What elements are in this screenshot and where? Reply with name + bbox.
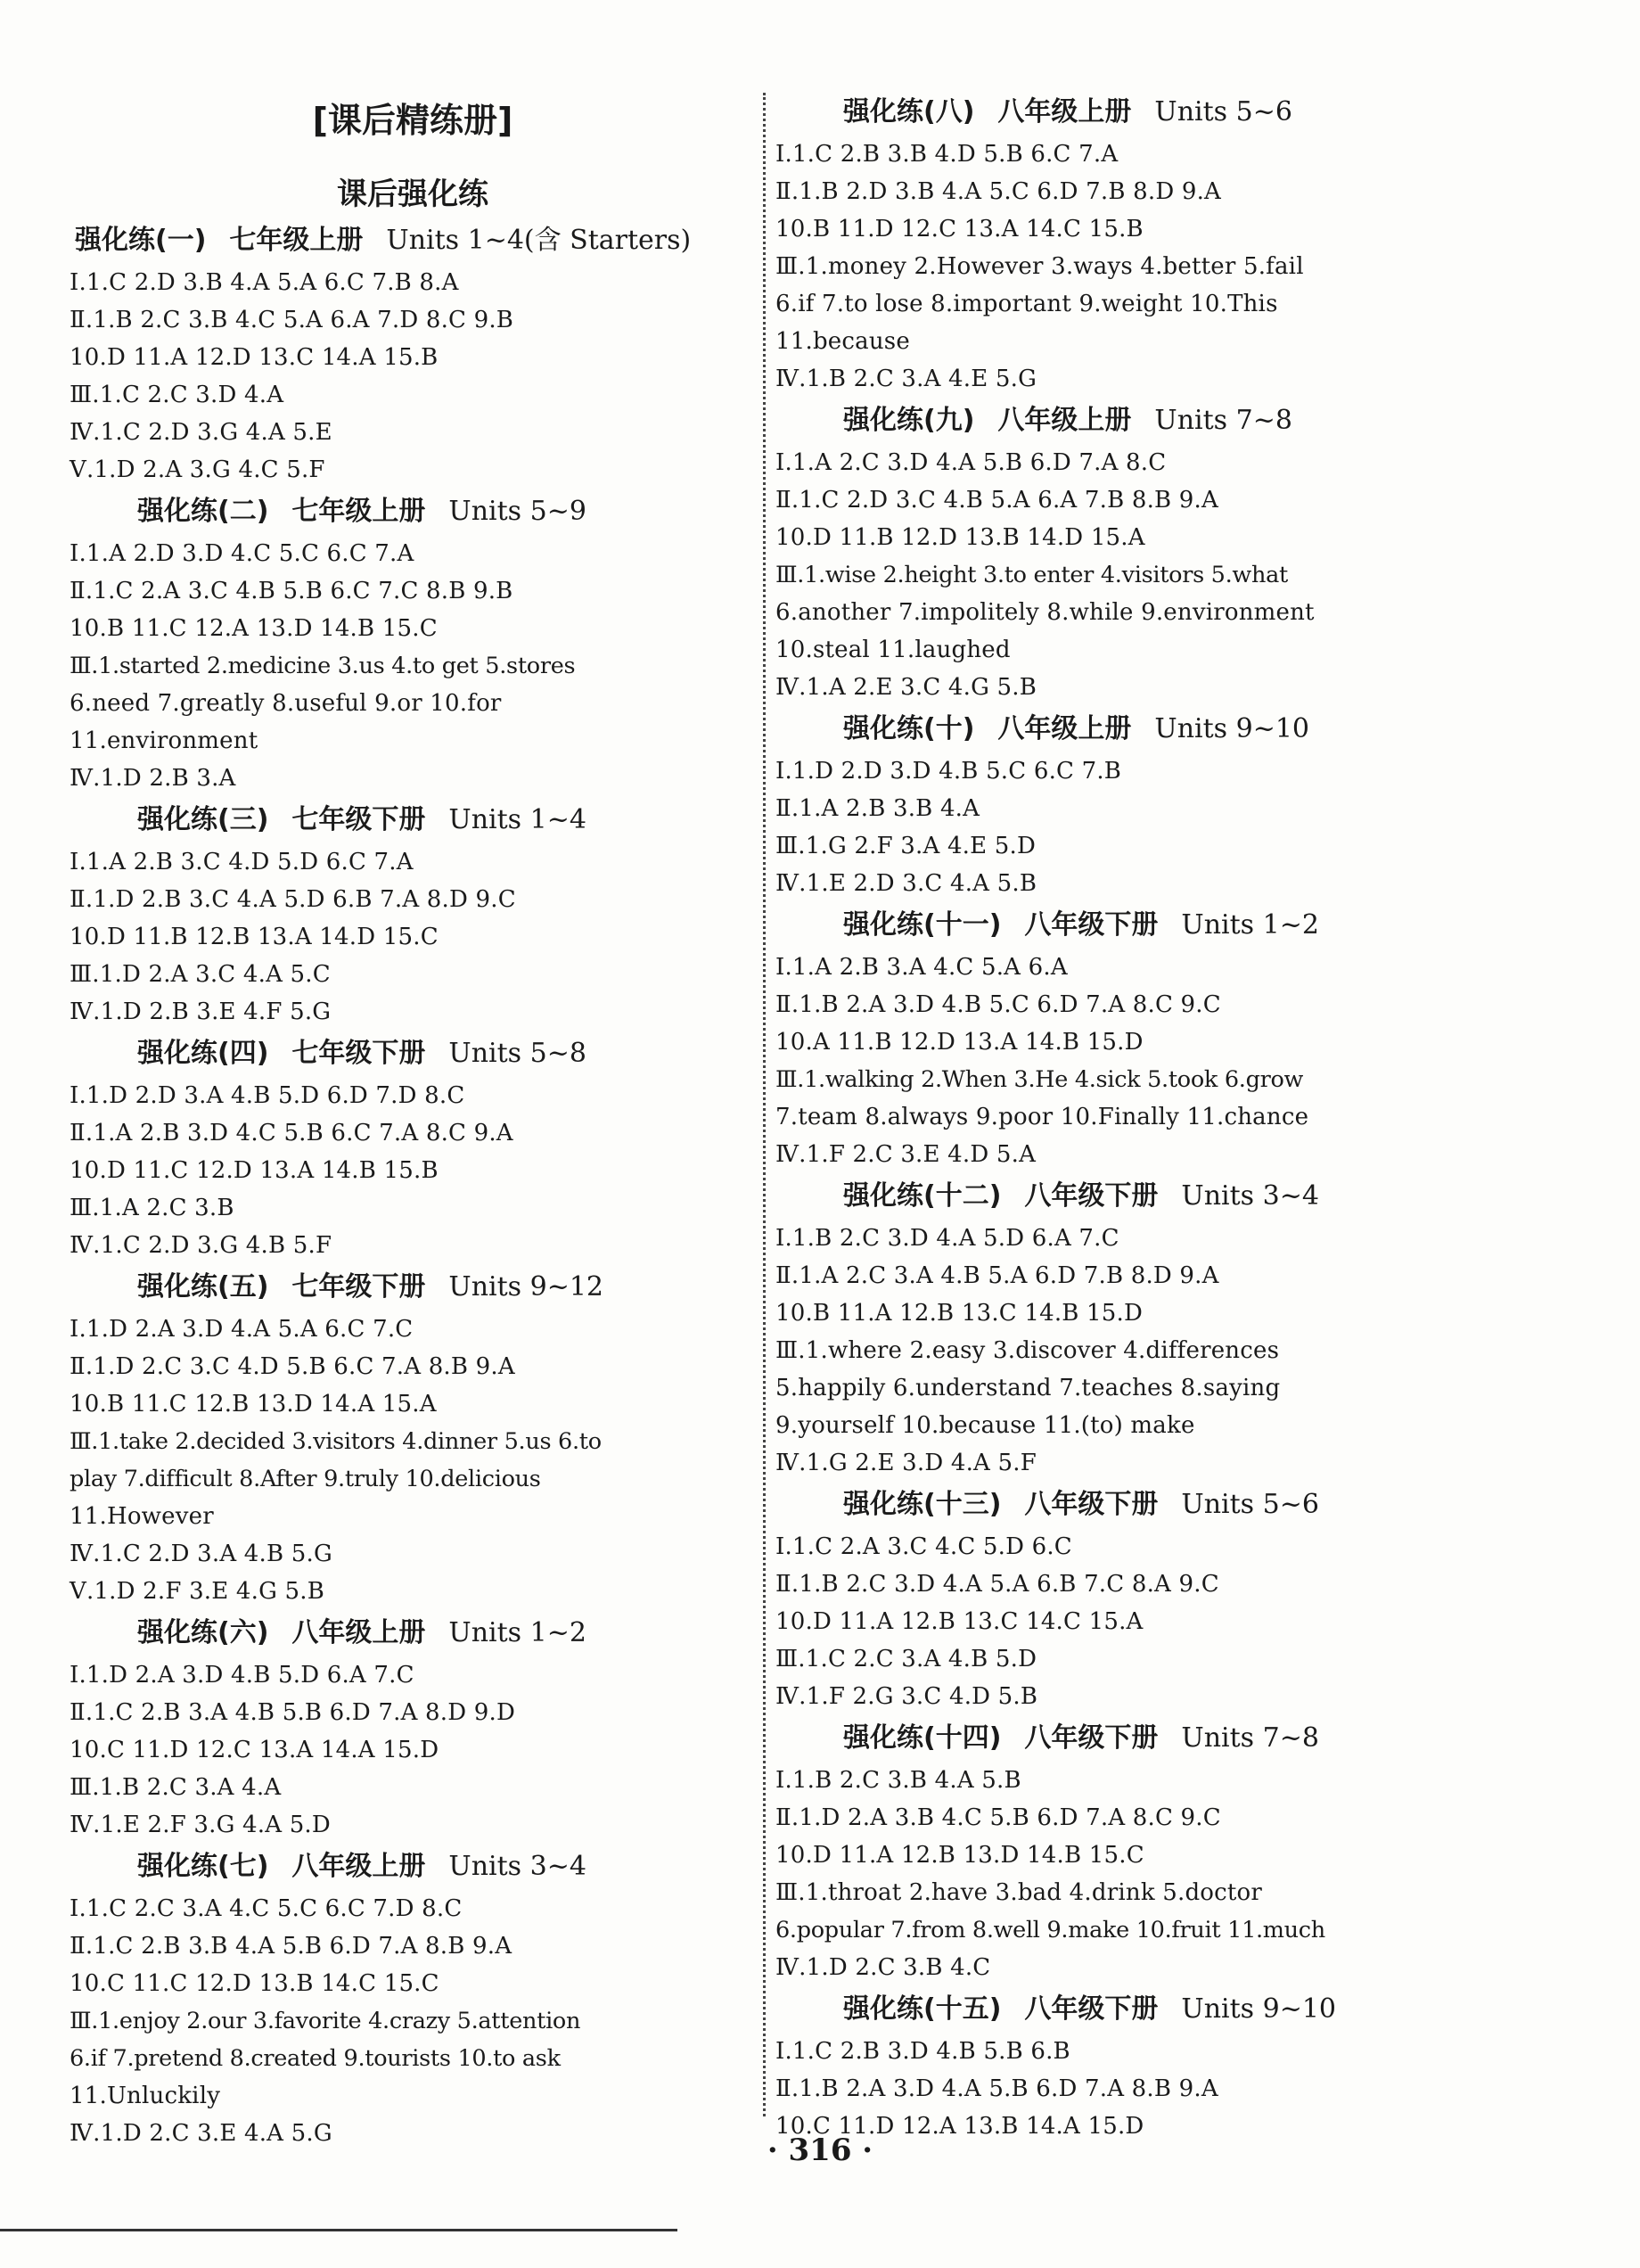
- exercise-heading: [775, 1173, 1453, 1220]
- exercise-heading: [70, 1264, 756, 1311]
- answer-line: play 7.difficult 8.After 9.truly 10.delicious: [70, 1466, 541, 1492]
- answer-line: 6.another 7.impolitely 8.while 9.environment: [775, 599, 1315, 626]
- exercise-number: 强化练(五): [137, 1271, 269, 1302]
- answer-line: Ⅲ.1.C 2.C 3.A 4.B 5.D: [775, 1646, 1037, 1672]
- answer-line: 11.Unluckily: [70, 2083, 221, 2109]
- answer-line: 10.B 11.C 12.A 13.D 14.B 15.C: [70, 615, 438, 642]
- answer-line: Ⅱ.1.B 2.A 3.D 4.B 5.C 6.D 7.A 8.C 9.C: [775, 991, 1221, 1018]
- grade-label: 八年级下册: [1024, 1489, 1159, 1520]
- answer-line: 11.because: [775, 328, 910, 355]
- answer-line: 10.D 11.B 12.B 13.A 14.D 15.C: [70, 924, 439, 950]
- exercise-heading: [70, 797, 756, 843]
- answer-line: 10.C 11.D 12.C 13.A 14.A 15.D: [70, 1737, 439, 1763]
- grade-label: 七年级下册: [291, 804, 426, 835]
- exercise-number: 强化练(七): [137, 1851, 269, 1882]
- right-answer-list: [775, 89, 1453, 2145]
- units-label: Units 3~4: [1181, 1180, 1319, 1212]
- answer-line: Ⅱ.1.B 2.C 3.D 4.A 5.A 6.B 7.C 8.A 9.C: [775, 1571, 1219, 1598]
- answer-line: Ⅱ.1.D 2.C 3.C 4.D 5.B 6.C 7.A 8.B 9.A: [70, 1353, 515, 1380]
- exercise-heading: [775, 706, 1453, 752]
- answer-line: Ⅲ.1.started 2.medicine 3.us 4.to get 5.stores: [70, 653, 576, 679]
- answer-line: Ⅰ.1.D 2.D 3.A 4.B 5.D 6.D 7.D 8.C: [70, 1082, 465, 1109]
- units-label: Units 5~6: [1181, 1489, 1319, 1520]
- grade-label: 八年级上册: [291, 1617, 426, 1648]
- answer-line: 10.D 11.A 12.B 13.C 14.C 15.A: [775, 1608, 1144, 1635]
- answer-line: Ⅱ.1.D 2.A 3.B 4.C 5.B 6.D 7.A 8.C 9.C: [775, 1804, 1221, 1831]
- exercise-number: 强化练(二): [137, 496, 269, 527]
- exercise-heading: [70, 1844, 756, 1890]
- answer-line: Ⅱ.1.C 2.B 3.A 4.B 5.B 6.D 7.A 8.D 9.D: [70, 1699, 516, 1726]
- exercise-heading: [775, 1986, 1453, 2033]
- answer-line: Ⅳ.1.E 2.D 3.C 4.A 5.B: [775, 870, 1037, 897]
- units-label: Units 1~4(含 Starters): [386, 225, 692, 256]
- answer-line: Ⅳ.1.C 2.D 3.A 4.B 5.G: [70, 1541, 332, 1567]
- answer-line: Ⅲ.1.B 2.C 3.A 4.A: [70, 1774, 282, 1801]
- answer-line: 7.team 8.always 9.poor 10.Finally 11.chance: [775, 1104, 1309, 1130]
- exercise-number: 强化练(十一): [843, 909, 1002, 941]
- answer-line: Ⅱ.1.A 2.B 3.D 4.C 5.B 6.C 7.A 8.C 9.A: [70, 1120, 513, 1146]
- exercise-number: 强化练(十五): [843, 1993, 1002, 2025]
- answer-line: Ⅲ.1.where 2.easy 3.discover 4.differences: [775, 1337, 1280, 1364]
- answer-line: Ⅳ.1.C 2.D 3.G 4.B 5.F: [70, 1232, 332, 1259]
- grade-label: 八年级上册: [997, 405, 1132, 436]
- answer-line: Ⅰ.1.D 2.A 3.D 4.A 5.A 6.C 7.C: [70, 1316, 414, 1343]
- left-answer-list: [70, 218, 756, 2152]
- answer-line: Ⅴ.1.D 2.A 3.G 4.C 5.F: [70, 456, 325, 483]
- exercise-number: 强化练(十三): [843, 1489, 1002, 1520]
- units-label: Units 5~6: [1154, 96, 1292, 127]
- answer-line: 10.B 11.C 12.B 13.D 14.A 15.A: [70, 1391, 437, 1418]
- exercise-heading: [775, 1715, 1453, 1762]
- units-label: Units 5~8: [448, 1038, 586, 1069]
- answer-line: Ⅲ.1.C 2.C 3.D 4.A: [70, 382, 284, 408]
- answer-line: Ⅰ.1.A 2.D 3.D 4.C 5.C 6.C 7.A: [70, 540, 414, 567]
- answer-line: Ⅳ.1.D 2.B 3.E 4.F 5.G: [70, 998, 332, 1025]
- answer-line: Ⅲ.1.take 2.decided 3.visitors 4.dinner 5.us 6.to: [70, 1428, 602, 1455]
- answer-line: Ⅲ.1.enjoy 2.our 3.favorite 4.crazy 5.attention: [70, 2008, 581, 2034]
- units-label: Units 3~4: [448, 1851, 586, 1882]
- answer-line: Ⅳ.1.D 2.B 3.A: [70, 765, 236, 792]
- grade-label: 八年级上册: [997, 713, 1132, 744]
- units-label: Units 1~2: [1181, 909, 1319, 941]
- answer-line: 6.need 7.greatly 8.useful 9.or 10.for: [70, 690, 502, 717]
- answer-line: Ⅳ.1.E 2.F 3.G 4.A 5.D: [70, 1812, 331, 1838]
- answer-line: Ⅰ.1.D 2.D 3.D 4.B 5.C 6.C 7.B: [775, 758, 1122, 785]
- units-label: Units 9~10: [1181, 1993, 1337, 2025]
- answer-line: Ⅲ.1.D 2.A 3.C 4.A 5.C: [70, 961, 331, 988]
- answer-line: 10.C 11.C 12.D 13.B 14.C 15.C: [70, 1970, 439, 1997]
- answer-line: Ⅰ.1.C 2.D 3.B 4.A 5.A 6.C 7.B 8.A: [70, 269, 459, 296]
- section-subtitle: 课后强化练: [337, 177, 488, 212]
- exercise-heading: [70, 1031, 756, 1077]
- units-label: Units 7~8: [1154, 405, 1292, 436]
- grade-label: 八年级下册: [1024, 1993, 1159, 2025]
- exercise-number: 强化练(九): [843, 405, 975, 436]
- answer-line: 5.happily 6.understand 7.teaches 8.saying: [775, 1375, 1281, 1401]
- answer-line: Ⅱ.1.C 2.D 3.C 4.B 5.A 6.A 7.B 8.B 9.A: [775, 487, 1218, 514]
- exercise-number: 强化练(十二): [843, 1180, 1002, 1212]
- answer-line: Ⅱ.1.B 2.A 3.D 4.A 5.B 6.D 7.A 8.B 9.A: [775, 2075, 1218, 2102]
- answer-line: Ⅳ.1.C 2.D 3.G 4.A 5.E: [70, 419, 332, 446]
- answer-line: Ⅰ.1.A 2.B 3.C 4.D 5.D 6.C 7.A: [70, 849, 414, 875]
- answer-line: 6.if 7.pretend 8.created 9.tourists 10.to ask: [70, 2045, 561, 2072]
- right-column: [775, 89, 1453, 2145]
- grade-label: 八年级下册: [1024, 1180, 1159, 1212]
- exercise-number: 强化练(一): [75, 225, 207, 256]
- grade-label: 八年级下册: [1024, 909, 1159, 941]
- units-label: Units 5~9: [448, 496, 586, 527]
- answer-line: Ⅳ.1.B 2.C 3.A 4.E 5.G: [775, 366, 1037, 392]
- answer-line: Ⅰ.1.C 2.C 3.A 4.C 5.C 6.C 7.D 8.C: [70, 1895, 463, 1922]
- book-title: [课后精练册]: [312, 101, 513, 140]
- answer-line: 9.yourself 10.because 11.(to) make: [775, 1412, 1195, 1439]
- exercise-number: 强化练(六): [137, 1617, 269, 1648]
- answer-line: Ⅳ.1.F 2.C 3.E 4.D 5.A: [775, 1141, 1037, 1168]
- answer-line: 6.if 7.to lose 8.important 9.weight 10.This: [775, 291, 1278, 317]
- units-label: Units 1~4: [448, 804, 586, 835]
- exercise-number: 强化练(四): [137, 1038, 269, 1069]
- exercise-heading: [70, 1610, 756, 1656]
- units-label: Units 9~10: [1154, 713, 1310, 744]
- answer-line: Ⅲ.1.money 2.However 3.ways 4.better 5.fail: [775, 253, 1304, 280]
- units-label: Units 1~2: [448, 1617, 586, 1648]
- answer-line: Ⅳ.1.G 2.E 3.D 4.A 5.F: [775, 1450, 1037, 1476]
- exercise-number: 强化练(十四): [843, 1722, 1002, 1754]
- answer-line: 10.D 11.A 12.B 13.D 14.B 15.C: [775, 1842, 1144, 1869]
- answer-line: Ⅱ.1.B 2.D 3.B 4.A 5.C 6.D 7.B 8.D 9.A: [775, 178, 1222, 205]
- answer-line: Ⅰ.1.C 2.B 3.D 4.B 5.B 6.B: [775, 2038, 1070, 2065]
- answer-line: Ⅱ.1.C 2.A 3.C 4.B 5.B 6.C 7.C 8.B 9.B: [70, 578, 513, 604]
- exercise-heading: [775, 398, 1453, 444]
- answer-line: 10.B 11.D 12.C 13.A 14.C 15.B: [775, 216, 1144, 242]
- page-number: · 316 ·: [767, 2132, 873, 2168]
- bottom-rule: [0, 2229, 677, 2231]
- answer-line: 11.However: [70, 1503, 214, 1530]
- answer-line: 11.environment: [70, 727, 258, 754]
- answer-line: Ⅳ.1.D 2.C 3.E 4.A 5.G: [70, 2120, 332, 2147]
- answer-line: Ⅰ.1.A 2.C 3.D 4.A 5.B 6.D 7.A 8.C: [775, 449, 1167, 476]
- answer-line: Ⅰ.1.B 2.C 3.B 4.A 5.B: [775, 1767, 1021, 1794]
- answer-line: Ⅰ.1.C 2.A 3.C 4.C 5.D 6.C: [775, 1533, 1072, 1560]
- answer-line: Ⅰ.1.D 2.A 3.D 4.B 5.D 6.A 7.C: [70, 1662, 414, 1689]
- column-divider: [763, 93, 766, 2116]
- exercise-heading: [70, 489, 756, 535]
- answer-line: Ⅲ.1.walking 2.When 3.He 4.sick 5.took 6.grow: [775, 1066, 1304, 1093]
- exercise-heading: [775, 902, 1453, 949]
- answer-line: 6.popular 7.from 8.well 9.make 10.fruit 11.much: [775, 1917, 1325, 1943]
- answer-line: 10.B 11.A 12.B 13.C 14.B 15.D: [775, 1300, 1144, 1327]
- exercise-number: 强化练(十): [843, 713, 975, 744]
- answer-line: Ⅱ.1.C 2.B 3.B 4.A 5.B 6.D 7.A 8.B 9.A: [70, 1933, 512, 1960]
- units-label: Units 7~8: [1181, 1722, 1319, 1754]
- answer-line: Ⅳ.1.F 2.G 3.C 4.D 5.B: [775, 1683, 1038, 1710]
- answer-line: 10.A 11.B 12.D 13.A 14.B 15.D: [775, 1029, 1144, 1056]
- answer-line: Ⅲ.1.A 2.C 3.B: [70, 1195, 234, 1221]
- units-label: Units 9~12: [448, 1271, 604, 1302]
- answer-line: 10.C 11.D 12.A 13.B 14.A 15.D: [775, 2113, 1144, 2140]
- exercise-heading: [775, 1482, 1453, 1528]
- grade-label: 八年级上册: [997, 96, 1132, 127]
- answer-line: Ⅲ.1.G 2.F 3.A 4.E 5.D: [775, 833, 1037, 859]
- answer-line: Ⅲ.1.wise 2.height 3.to enter 4.visitors 5.what: [775, 562, 1288, 588]
- answer-line: Ⅰ.1.B 2.C 3.D 4.A 5.D 6.A 7.C: [775, 1225, 1119, 1252]
- grade-label: 七年级上册: [291, 496, 426, 527]
- exercise-number: 强化练(三): [137, 804, 269, 835]
- grade-label: 七年级上册: [229, 225, 364, 256]
- grade-label: 七年级下册: [291, 1038, 426, 1069]
- answer-line: Ⅱ.1.A 2.C 3.A 4.B 5.A 6.D 7.B 8.D 9.A: [775, 1262, 1219, 1289]
- grade-label: 八年级下册: [1024, 1722, 1159, 1754]
- answer-line: Ⅳ.1.A 2.E 3.C 4.G 5.B: [775, 674, 1037, 701]
- answer-line: Ⅳ.1.D 2.C 3.B 4.C: [775, 1954, 991, 1981]
- answer-line: 10.D 11.A 12.D 13.C 14.A 15.B: [70, 344, 439, 371]
- answer-line: 10.D 11.C 12.D 13.A 14.B 15.B: [70, 1157, 439, 1184]
- exercise-number: 强化练(八): [843, 96, 975, 127]
- left-column: [70, 89, 756, 2152]
- answer-line: Ⅱ.1.A 2.B 3.B 4.A: [775, 795, 980, 822]
- answer-line: Ⅴ.1.D 2.F 3.E 4.G 5.B: [70, 1578, 325, 1605]
- answer-line: Ⅰ.1.A 2.B 3.A 4.C 5.A 6.A: [775, 954, 1068, 981]
- answer-line: Ⅲ.1.throat 2.have 3.bad 4.drink 5.doctor: [775, 1879, 1263, 1906]
- grade-label: 七年级下册: [291, 1271, 426, 1302]
- answer-line: 10.D 11.B 12.D 13.B 14.D 15.A: [775, 524, 1145, 551]
- grade-label: 八年级上册: [291, 1851, 426, 1882]
- answer-line: Ⅱ.1.B 2.C 3.B 4.C 5.A 6.A 7.D 8.C 9.B: [70, 307, 514, 333]
- answer-line: Ⅰ.1.C 2.B 3.B 4.D 5.B 6.C 7.A: [775, 141, 1119, 168]
- exercise-heading: [70, 218, 756, 264]
- answer-line: Ⅱ.1.D 2.B 3.C 4.A 5.D 6.B 7.A 8.D 9.C: [70, 886, 516, 913]
- exercise-heading: [775, 89, 1453, 136]
- answer-line: 10.steal 11.laughed: [775, 637, 1011, 663]
